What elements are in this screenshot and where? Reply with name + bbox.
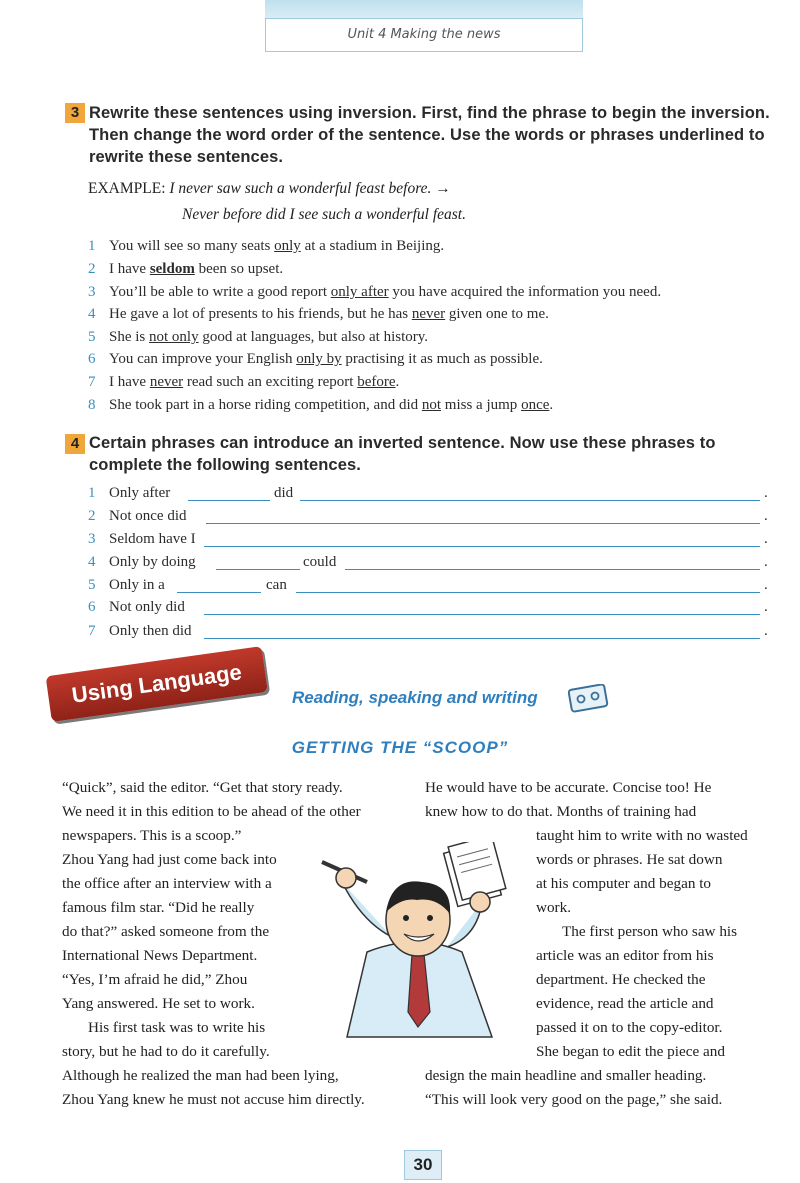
using-language-banner: Using Language [46, 646, 268, 722]
list-item: 7 Only then did [88, 623, 192, 639]
story-left-column: “Quick”, said the editor. “Get that story ready. We need it in this edition to be ahead of the other newspapers. This is a scoop.” Zhou Yang had just come back into the office after an interview with a famous film star. “Did he really do that?” asked someone from the International News Department. “Yes, I’m afraid he did,” Zhou Yang answered. He set to work. His first task was to write his story, but he had to do it carefully. Although he realized the man had been lying, Zhou Yang knew he must not accuse him directly. [62, 779, 365, 1108]
blank-line[interactable] [296, 592, 760, 593]
list-item: 6 You can improve your English only by practising it as much as possible. [88, 351, 543, 367]
example-line: EXAMPLE: I never saw such a wonderful feast before. → [88, 180, 451, 197]
blank-line[interactable] [188, 500, 270, 501]
blank-line[interactable] [206, 523, 760, 524]
list-item: 2 Not once did [88, 508, 187, 524]
list-item-word: can [266, 577, 287, 593]
period: . [764, 577, 768, 593]
page-number: 30 [404, 1150, 442, 1180]
list-item: 1 You will see so many seats only at a stadium in Beijing. [88, 238, 445, 254]
exercise-4-badge: 4 [65, 434, 85, 454]
blank-line[interactable] [177, 592, 261, 593]
period: . [764, 623, 768, 639]
example-answer: Never before did I see such a wonderful feast. [182, 206, 466, 223]
period: . [764, 508, 768, 524]
list-item: 5 She is not only good at languages, but also at history. [88, 329, 429, 345]
story-right-column-top: He would have to be accurate. Concise too! He knew how to do that. Months of training had [425, 779, 712, 820]
unit-title: Unit 4 Making the news [265, 18, 583, 52]
list-item: 4 Only by doing [88, 554, 196, 570]
exercise-3-badge: 3 [65, 103, 85, 123]
list-item-word: did [274, 485, 294, 501]
blank-line[interactable] [204, 614, 760, 615]
period: . [764, 531, 768, 547]
list-item: 2 I have seldom been so upset. [88, 261, 284, 277]
story-right-column-narrow: taught him to write with no wasted words or phrases. He sat down at his computer and began to work. The first person who saw his article was an editor from his department. He checked the evidence, read the article and passed it on to the copy-editor. She began to edit the piece and [536, 827, 748, 1060]
list-item-word: could [303, 554, 337, 570]
story-title: GETTING THE “SCOOP” [291, 738, 509, 757]
exercise-3-instruction: Rewrite these sentences using inversion. First, find the phrase to begin the inversion. Then change the word order of the sentence. Use the words or phrases underlined to rewrite these sentences. [89, 104, 770, 166]
list-item: 6 Not only did [88, 599, 185, 615]
period: . [764, 599, 768, 615]
header-band [265, 0, 583, 19]
story-right-column-bottom: design the main headline and smaller heading. “This will look very good on the page,” she said. [425, 1067, 723, 1108]
list-item: 3 Seldom have I [88, 531, 196, 547]
cassette-tape-icon [568, 684, 610, 719]
blank-line[interactable] [216, 569, 300, 570]
reporter-illustration [312, 842, 522, 1047]
blank-line[interactable] [345, 569, 760, 570]
period: . [764, 485, 768, 501]
exercise-4-instruction: Certain phrases can introduce an inverted sentence. Now use these phrases to complete the following sentences. [89, 434, 716, 474]
blank-line[interactable] [204, 638, 760, 639]
list-item: 4 He gave a lot of presents to his friends, but he has never given one to me. [88, 306, 549, 322]
period: . [764, 554, 768, 570]
list-item: 5 Only in a [88, 577, 165, 593]
list-item: 3 You’ll be able to write a good report only after you have acquired the information you need. [88, 284, 662, 300]
blank-line[interactable] [300, 500, 760, 501]
list-item: 7 I have never read such an exciting report before. [88, 374, 400, 390]
section-subtitle: Reading, speaking and writing [292, 688, 538, 707]
list-item: 8 She took part in a horse riding competition, and did not miss a jump once. [88, 397, 554, 413]
list-item: 1 Only after [88, 485, 171, 501]
blank-line[interactable] [204, 546, 760, 547]
